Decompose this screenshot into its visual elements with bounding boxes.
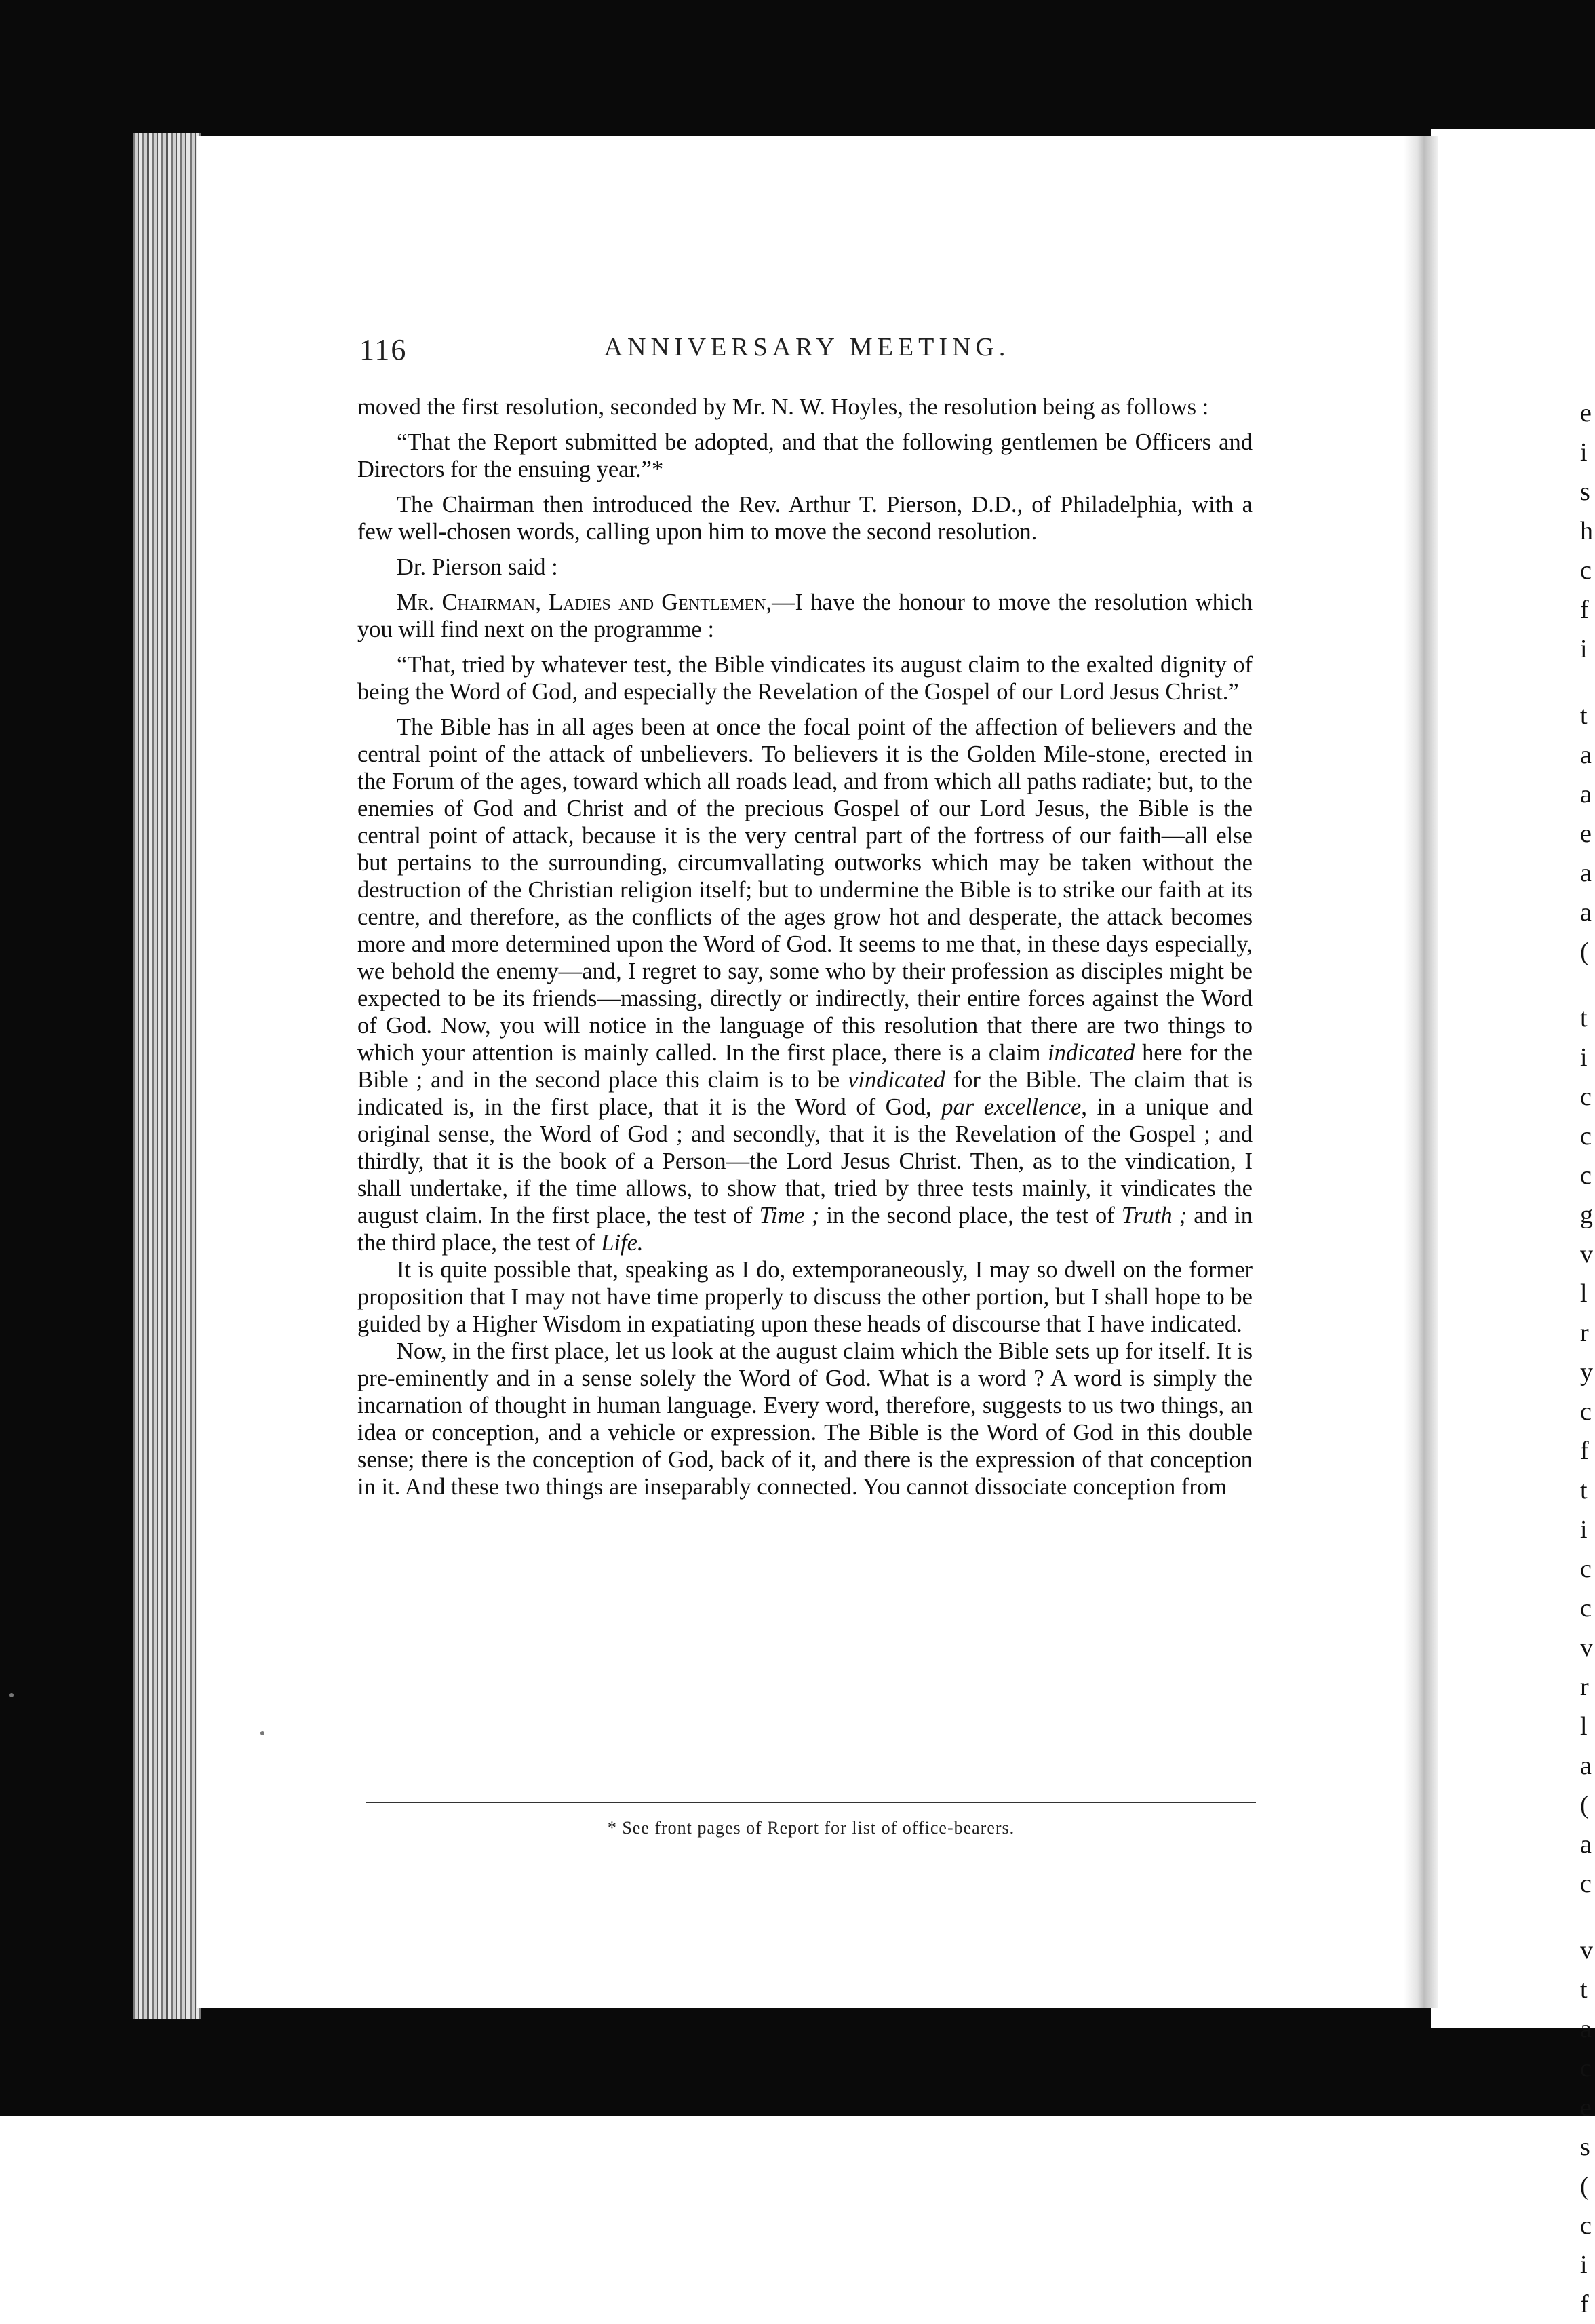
resolution-quote: “That the Report submitted be adopted, and that the following gentlemen be Officers and Directors for the ensuing year.”* <box>357 429 1253 482</box>
facing-page-char: h <box>1580 517 1593 545</box>
scan-speck <box>260 1731 264 1735</box>
facing-page-char: t <box>1580 1004 1588 1032</box>
paragraph-text: The Bible has in all ages been at once the focal point of the affection of believers and the central point of the attack of unbelievers. To believers it is the Golden Mile-stone, erected in the Forum of the ages, toward which all roads lead, and from which all paths radiate; but, to the enemies of God and Christ and of the precious Gospel of our Lord Jesus, the Bible is the central point of attack, because it is the very central part of the fortress of our faith—all else but pertains to the surrounding, circumvallating outworks which may be taken without the destruction of the Christian religion itself; but to undermine the Bible is to strike our faith at its centre, and therefore, as the conflicts of the ages grow hot and desperate, the attack becomes more and more determined upon the Word of God. It seems to me that, in these days especially, we behold the enemy—and, I regret to say, some who by their profession as disciples might be expected to be its friends—massing, directly or indirectly, their entire forces against the Word of God. Now, you will notice in the language of this resolution that there are two things to which your attention is mainly called. In the first place, there is a claim <box>357 714 1253 1066</box>
paragraph: The Chairman then introduced the Rev. Arthur T. Pierson, D.D., of Philadelphia, with a few well-chosen words, calling upon him to move the second resolution. <box>357 492 1253 545</box>
facing-page-char: f <box>1580 1437 1589 1465</box>
facing-page-gap <box>1580 1903 1595 1931</box>
facing-page-gap <box>1580 971 1595 999</box>
facing-page-text-fragments <box>1580 393 1595 2324</box>
facing-page-char: i <box>1580 438 1588 467</box>
facing-page-char: i <box>1580 635 1588 663</box>
facing-page-char: c <box>1580 556 1592 585</box>
facing-page-char: a <box>1580 1751 1592 1780</box>
facing-page-char: a <box>1580 1830 1592 1859</box>
paragraph-text: , in a unique and original sense, the Word of God ; and secondly, that it is the Revelation of the Gospel ; and thirdly, that it is the book of a Person—the Lord Jesus Christ. Then, as to the vindication, I shall undertake, if the time allows, to show that, tried by three tests mainly, it vindicates the august claim. In the first place, the test of <box>357 1094 1253 1228</box>
facing-page-char: c <box>1580 1122 1592 1150</box>
facing-page-char: c <box>1580 1083 1592 1111</box>
italic-term: Truth ; <box>1121 1203 1187 1228</box>
facing-page-char: t <box>1580 701 1588 730</box>
facing-page-gap <box>1580 669 1595 696</box>
facing-page-char: c <box>1580 2054 1592 2083</box>
facing-page-char: s <box>1580 2133 1590 2161</box>
facing-page-char: v <box>1580 1936 1593 1964</box>
facing-page-char: s <box>1580 478 1590 506</box>
facing-page-char: r <box>1580 1673 1589 1701</box>
facing-page-char: e <box>1580 399 1592 427</box>
facing-page-char: l <box>1580 1279 1588 1308</box>
facing-page-char: c <box>1580 2211 1592 2240</box>
book-spine <box>1404 136 1438 2008</box>
body-text <box>357 393 1253 1500</box>
running-title: ANNIVERSARY MEETING. <box>604 333 1010 362</box>
facing-page-char: c <box>1580 1594 1592 1623</box>
italic-term: vindicated <box>848 1067 945 1093</box>
facing-page-char: v <box>1580 1240 1593 1268</box>
facing-page-char: a <box>1580 780 1592 809</box>
facing-page-char: a <box>1580 898 1592 927</box>
scan-speck <box>9 1693 14 1697</box>
paragraph: Now, in the first place, let us look at the august claim which the Bible sets up for itself. It is pre-eminently and in a sense solely the Word of God. What is a word ? A word is simply the incarnation of thought in human language. Every word, therefore, suggests to us two things, an idea or conception, and a vehicle or expression. The Bible is the Word of God in this double sense; there is the conception of God, back of it, and there is the expression of that conception in it. And these two things are inseparably connected. You cannot dissociate conception from <box>357 1338 1253 1500</box>
facing-page-char: t <box>1580 1476 1588 1505</box>
italic-term: indicated <box>1048 1040 1135 1066</box>
italic-term: Life. <box>601 1230 644 1256</box>
facing-page-char: c <box>1580 1555 1592 1583</box>
facing-page-char: ( <box>1580 2172 1589 2201</box>
facing-page-char: y <box>1580 1358 1593 1387</box>
facing-page-char: i <box>1580 1043 1588 1072</box>
paragraph-text: in the second place, the test of <box>826 1203 1115 1228</box>
facing-page-char: c <box>1580 1161 1592 1190</box>
facing-page-char: ( <box>1580 937 1589 966</box>
facing-page-char: c <box>1580 1397 1592 1426</box>
page-number: 116 <box>359 333 408 366</box>
facing-page-char: a <box>1580 2015 1592 2043</box>
book-page-edges <box>133 133 201 2019</box>
facing-page-char: l <box>1580 1712 1588 1741</box>
facing-page-char: a <box>1580 741 1592 769</box>
paragraph: moved the first resolution, seconded by Mr. N. W. Hoyles, the resolution being as follows : <box>357 394 1209 420</box>
facing-page-char: ( <box>1580 1791 1589 1819</box>
paragraph-text: —I have the honour to move the resolution which you will find next on the programme : <box>357 589 1253 642</box>
paragraph: It is quite possible that, speaking as I do, extemporaneously, I may so dwell on the former proposition that I may not have time properly to discuss the other portion, but I shall hope to be guided by a Higher Wisdom in expatiating upon these heads of discourse that I have indicated. <box>357 1257 1253 1337</box>
paragraph-text: and in the third place, the test of <box>357 1203 1253 1256</box>
paragraph <box>357 714 1253 1256</box>
facing-page-char: t <box>1580 1975 1588 2004</box>
facing-page-char: a <box>1580 859 1592 887</box>
facing-page-char: g <box>1580 1201 1593 1229</box>
facing-page-char: i <box>1580 1515 1588 1544</box>
facing-page-char: i <box>1580 2251 1588 2279</box>
paragraph-text: here for the Bible ; and in the second place this claim is to be <box>357 1040 1253 1093</box>
footnote-rule <box>366 1802 1256 1803</box>
facing-page-char: c <box>1580 1870 1592 1898</box>
facing-page-char: e <box>1580 2093 1592 2122</box>
facing-page-char: f <box>1580 2290 1589 2319</box>
paragraph-text: for the Bible. The claim that is indicated is, in the first place, that it is the Word of God, <box>357 1067 1253 1120</box>
facing-page <box>1431 129 1595 2028</box>
facing-page-char: r <box>1580 1319 1589 1347</box>
paragraph <box>357 589 1253 643</box>
facing-page-char: f <box>1580 596 1589 624</box>
paragraph: Dr. Pierson said : <box>397 554 558 580</box>
footnote: * See front pages of Report for list of office-bearers. <box>607 1818 1015 1838</box>
facing-page-char: v <box>1580 1633 1593 1662</box>
salutation: Mr. Chairman, Ladies and Gentlemen, <box>397 589 772 615</box>
resolution-quote: “That, tried by whatever test, the Bible vindicates its august claim to the exalted dignity of being the Word of God, and especially the Revelation of the Gospel of our Lord Jesus Christ.” <box>357 652 1253 705</box>
scan-background-bottom <box>0 2049 1595 2116</box>
facing-page-char: e <box>1580 819 1592 848</box>
italic-term: par excellence <box>941 1094 1082 1120</box>
page-header <box>359 332 1255 373</box>
italic-term: Time ; <box>759 1203 820 1228</box>
